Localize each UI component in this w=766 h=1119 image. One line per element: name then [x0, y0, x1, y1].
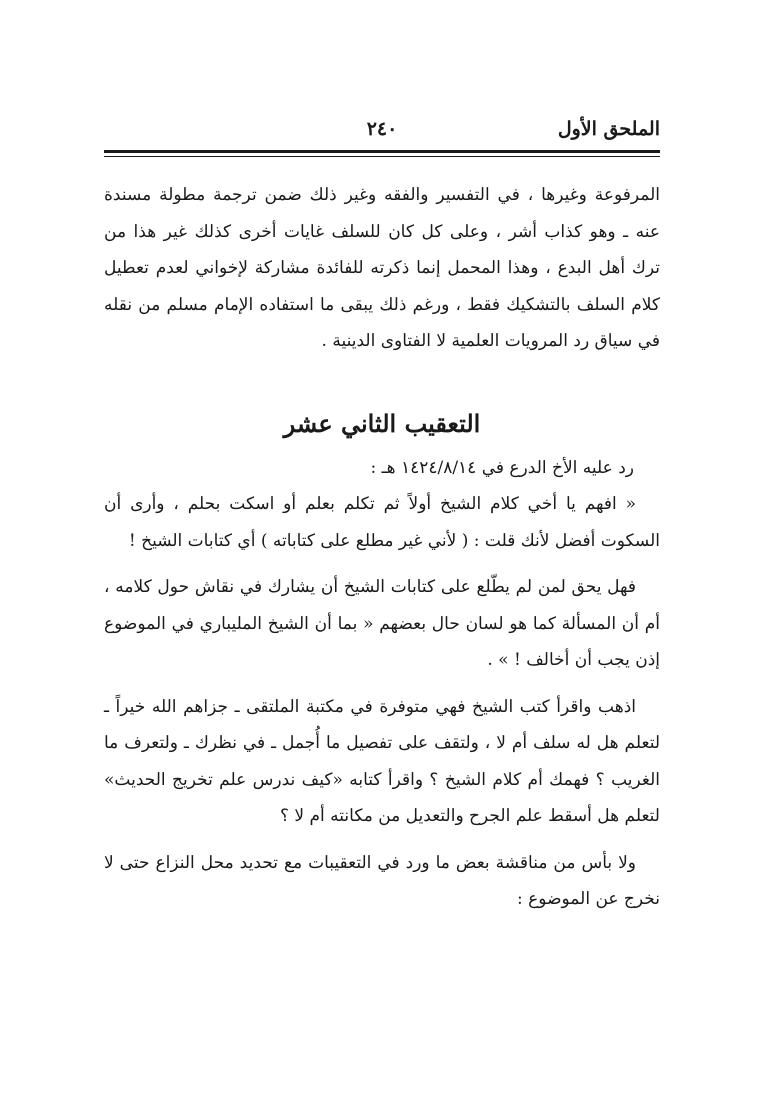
page-number: ٢٤٠ [366, 118, 398, 140]
quote-paragraph-1-text: « افهم يا أخي كلام الشيخ أولاً ثم تكلم بعلم أو اسكت بحلم ، وأرى أن السكوت أفضل لأنك قلت : ( لأني غير مطلع على كتاباته ) أي كتابات الشيخ ! [104, 494, 660, 551]
quote-paragraph-2 [104, 569, 660, 679]
quote-paragraph-1 [104, 486, 660, 559]
quote-paragraph-3 [104, 689, 660, 835]
section-intro: رد عليه الأخ الدرع في ١٤٢٤/٨/١٤ هـ : [370, 457, 634, 478]
running-title: الملحق الأول [557, 118, 660, 140]
continued-paragraph: المرفوعة وغيرها ، في التفسير والفقه وغير ذلك ضمن ترجمة مطولة مسندة عنه ـ وهو كذاب أشر ، وعلى كل كان للسلف غايات أخرى كذلك غير هذا من ترك أهل البدع ، وهذا المحمل إنما ذكرته للفائدة مشاركة لإخواني لعدم تعطيل كلام السلف بالتشكيك فقط ، ورغم ذلك يبقى ما استفاده الإمام مسلم من نقله في سياق رد المرويات العلمية لا الفتاوى الدينية . [104, 185, 660, 351]
quote-paragraph-2-text: فهل يحق لمن لم يطّلع على كتابات الشيخ أن يشارك في نقاش حول كلامه ، أم أن المسألة كما هو لسان حال بعضهم « بما أن الشيخ المليباري في الموضوع إذن يجب أن أخالف ! » . [104, 577, 660, 670]
discussion-paragraph-text: ولا بأس من مناقشة بعض ما ورد في التعقيبات مع تحديد محل النزاع حتى لا نخرج عن الموضوع : [104, 852, 660, 909]
header-rule-thin [104, 156, 660, 157]
document-page [104, 110, 660, 918]
section-heading: التعقيب الثاني عشر [283, 408, 481, 438]
body-text [104, 177, 660, 918]
header-rule-thick [104, 150, 660, 153]
quote-paragraph-3-text: اذهب واقرأ كتب الشيخ فهي متوفرة في مكتبة الملتقى ـ جزاهم الله خيراً ـ لتعلم هل له سلف أم لا ، ولتقف على تفصيل ما أُجمل ـ في نظرك ـ ولتعرف ما الغريب ؟ فهمك أم كلام الشيخ ؟ واقرأ كتابه «كيف ندرس علم تخريج الحديث» لتعلم هل أسقط علم الجرح والتعديل من مكانته أم لا ؟ [104, 696, 660, 826]
discussion-paragraph [104, 845, 660, 918]
page-header [104, 110, 660, 148]
